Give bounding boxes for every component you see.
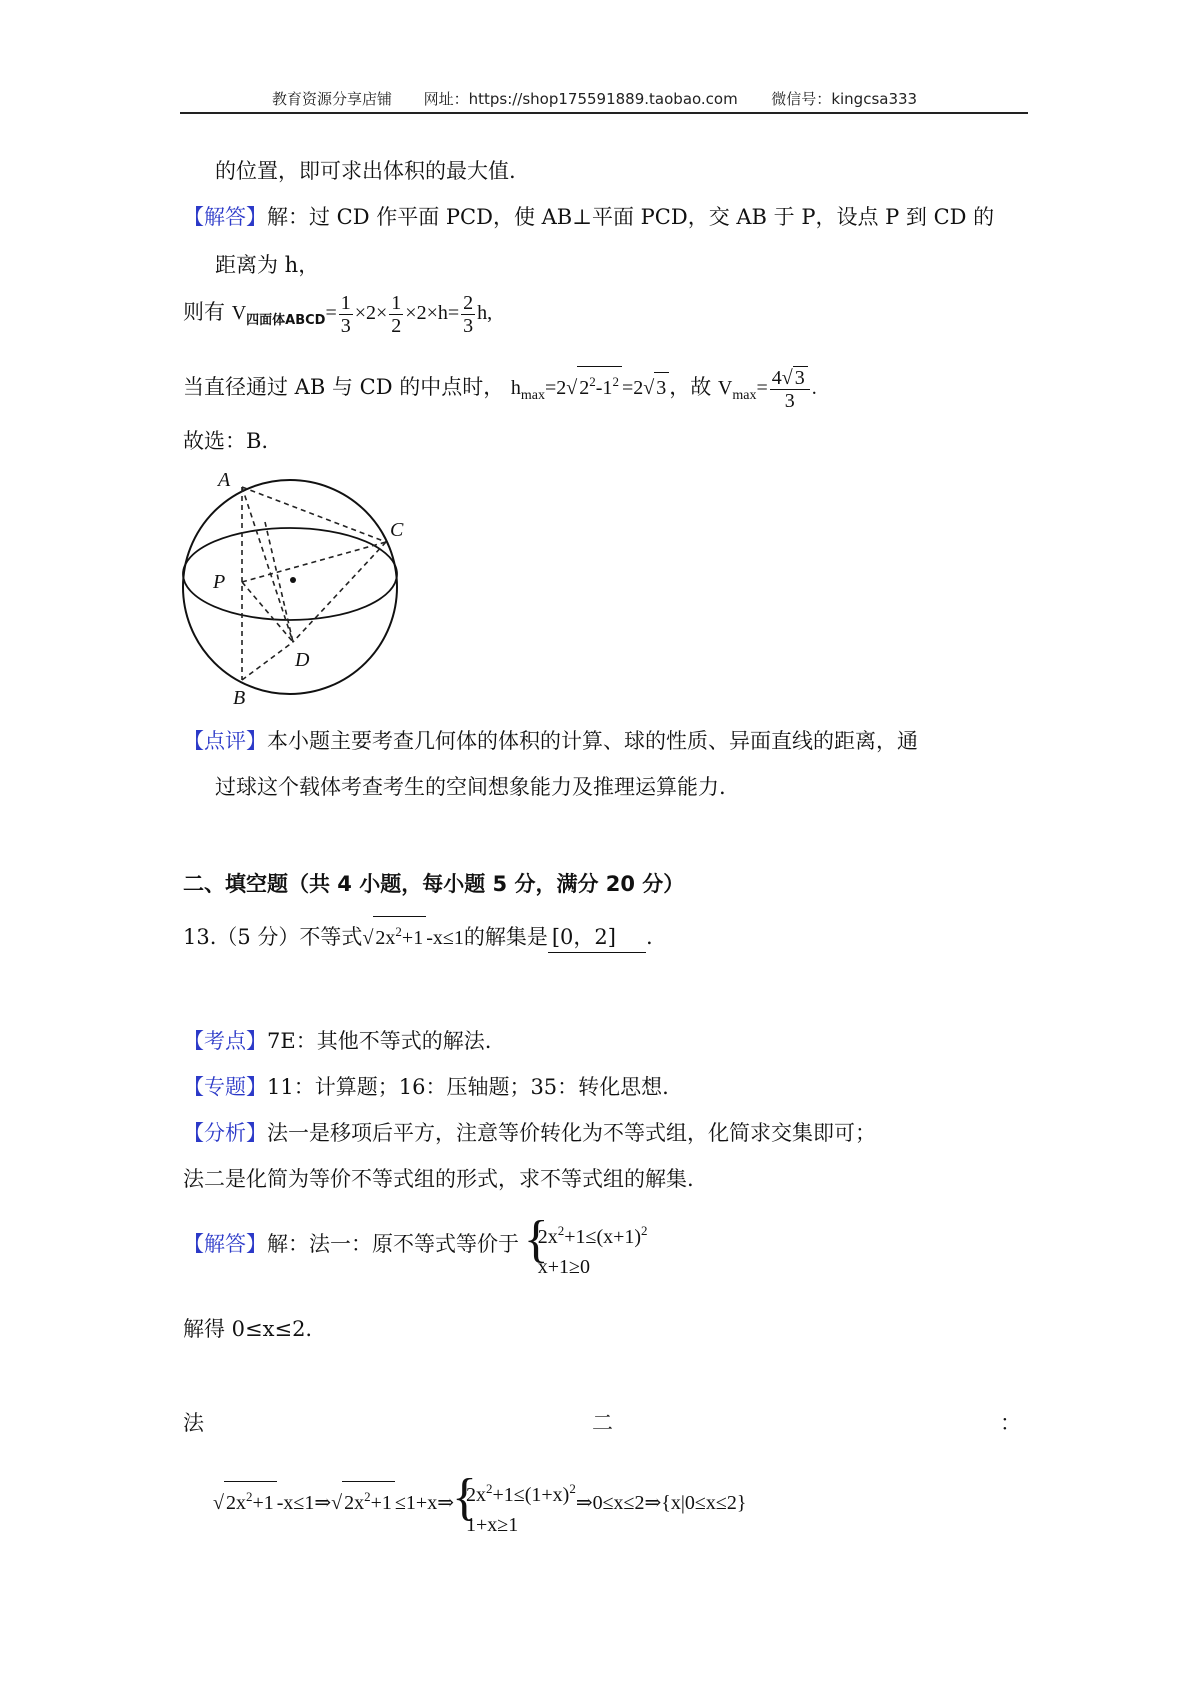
kaodian-line: 【考点】7E：其他不等式的解法. [183,1029,492,1053]
comment-line-1: 【点评】本小题主要考查几何体的体积的计算、球的性质、异面直线的距离，通 [183,729,918,753]
sphere-center-dot [290,577,296,583]
solution-line-1: 【解答】解：过 CD 作平面 PCD，使 AB⊥平面 PCD，交 AB 于 P，设点 P 到 CD 的 [183,205,995,229]
fa2-c: ： [1000,1411,1021,1435]
header-wechat-label: 微信号： [771,90,832,108]
zhuanti-line: 【专题】11：计算题；16：压轴题；35：转化思想. [183,1075,669,1099]
label-A: A [218,469,231,491]
answer-choice: 故选：B. [183,429,269,453]
section-title: 二、填空题（共 4 小题，每小题 5 分，满分 20 分） [183,872,685,896]
header-wechat: kingcsa333 [831,90,918,108]
header-url-label: 网址： [423,90,469,108]
label-D: D [295,649,310,671]
comment-line-2: 过球这个载体考查考生的空间想象能力及推理运算能力. [215,775,726,799]
fa2-a: 法 [183,1411,204,1435]
header-shop: 教育资源分享店铺 [272,90,393,108]
label-C: C [390,519,404,541]
question-13: 13.（5 分）不等式√ $2x^2+1$ -x≤1的解集是 [0，2] . [183,916,653,953]
result-line: 解得 0≤x≤2. [183,1317,313,1341]
label-B: B [233,687,246,709]
jieda-method-1: 【解答】解：法一：原不等式等价于 { $2x^2+1\le(x+1)^2$ x+1≥0 [183,1216,648,1282]
header-url[interactable]: https://shop175591889.taobao.com [468,90,738,108]
page-header [272,88,917,109]
hmax-formula: 当直径通过 AB 与 CD 的中点时， $h_{max}=2√$ $2^2-1^2 =2√$ 3 ，故 $V_{max}=$ $\frac{4√ 3}{3}$ . [183,367,817,413]
sphere-figure [175,462,425,712]
solution-line-2: 距离为 h， [215,253,320,277]
fenxi-line-2: 法二是化简为等价不等式组的形式，求不等式组的解集. [183,1167,694,1191]
analysis-continuation: 的位置，即可求出体积的最大值. [215,159,516,183]
fa2-b: 二 [592,1411,613,1435]
header-divider [180,112,1028,114]
fenxi-line-1: 【分析】法一是移项后平方，注意等价转化为不等式组，化简求交集即可； [183,1121,876,1145]
label-P: P [213,571,226,593]
method-2-derivation: √ $2x^2+1$ -x≤1⇒√ $2x^2+1$ ≤1+x⇒ { $2x^2+1\le(1+x)^2$ 1+x≥1 ⇒0≤x≤2⇒{x|0≤x≤2} [213,1474,746,1540]
volume-formula: 则有 $V_{四面体ABCD}=$ $\frac{1}{3}$ ×2× $\frac{1}{2}$ ×2×h= $\frac{2}{3}$ h, [183,292,493,337]
tag-jieda: 【解答】 [183,205,267,229]
answer-blank: [0，2] [548,922,646,953]
